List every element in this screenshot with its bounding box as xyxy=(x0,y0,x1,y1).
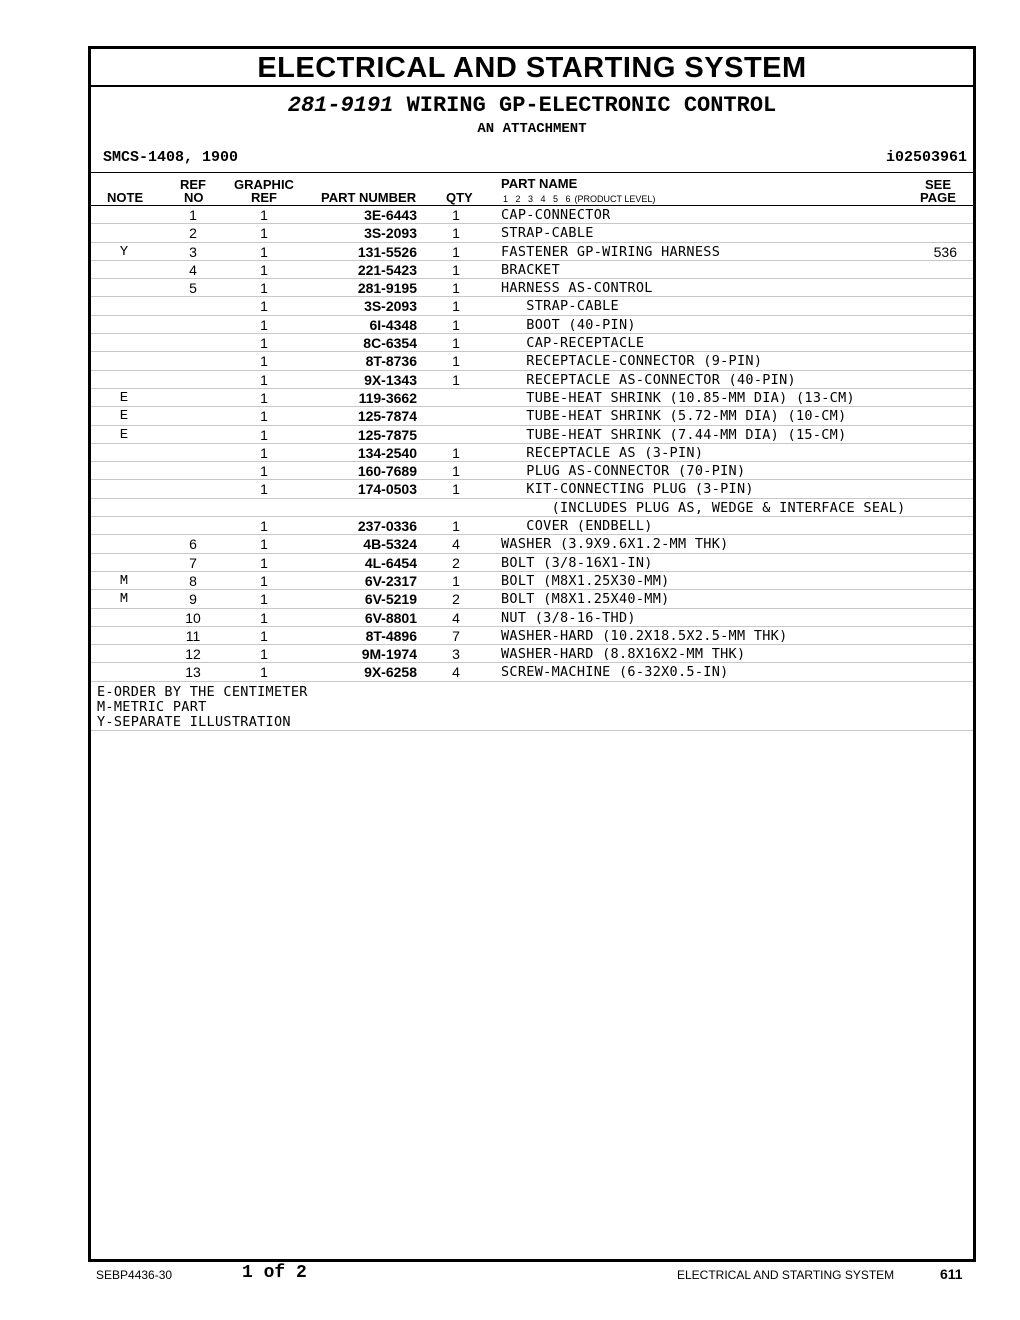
row-graphic-ref: 1 xyxy=(260,243,268,260)
row-part-number: 8C-6354 xyxy=(363,335,417,352)
table-row xyxy=(91,334,973,352)
row-ref-no: 10 xyxy=(185,609,201,626)
row-part-name: WASHER-HARD (8.8X16X2-MM THK) xyxy=(501,646,746,663)
row-qty: 1 xyxy=(452,572,460,589)
row-qty: 1 xyxy=(452,481,460,498)
row-part-number: 4B-5324 xyxy=(363,536,417,553)
row-qty: 1 xyxy=(452,463,460,480)
row-part-name: PLUG AS-CONNECTOR (70-PIN) xyxy=(501,463,746,480)
row-graphic-ref: 1 xyxy=(260,261,268,278)
row-ref-no: 9 xyxy=(189,591,197,608)
row-ref-no: 3 xyxy=(189,243,197,260)
table-row xyxy=(91,590,973,608)
row-part-number: 3S-2093 xyxy=(364,298,417,315)
row-graphic-ref: 1 xyxy=(260,408,268,425)
row-part-name: BOLT (3/8-16X1-IN) xyxy=(501,554,653,571)
smcs-code: SMCS-1408, 1900 xyxy=(103,149,239,166)
group-part-number: 281-9191 xyxy=(287,93,394,118)
row-part-number: 237-0336 xyxy=(357,518,417,535)
footer-page-number: 611 xyxy=(940,1266,963,1282)
col-ref-top: REF xyxy=(180,177,206,192)
table-row xyxy=(91,389,973,407)
table-row xyxy=(91,535,973,553)
row-part-name: WASHER-HARD (10.2X18.5X2.5-MM THK) xyxy=(501,627,788,644)
row-graphic-ref: 1 xyxy=(260,280,268,297)
row-qty: 1 xyxy=(452,353,460,370)
row-part-name: STRAP-CABLE xyxy=(501,225,594,242)
row-qty: 1 xyxy=(452,243,460,260)
row-part-name: BRACKET xyxy=(501,261,560,278)
row-part-number: 134-2540 xyxy=(357,444,417,461)
row-graphic-ref: 1 xyxy=(260,609,268,626)
table-row xyxy=(91,261,973,279)
row-qty: 1 xyxy=(452,298,460,315)
note-e: E-ORDER BY THE CENTIMETER xyxy=(97,684,308,700)
row-part-name: BOLT (M8X1.25X30-MM) xyxy=(501,572,670,589)
row-part-name: COVER (ENDBELL) xyxy=(501,518,653,535)
note-y: Y-SEPARATE ILLUSTRATION xyxy=(97,714,291,730)
group-name: WIRING GP-ELECTRONIC CONTROL xyxy=(406,93,777,118)
col-see-top: SEE xyxy=(925,177,952,192)
row-qty: 4 xyxy=(452,609,460,626)
row-ref-no: 7 xyxy=(189,554,197,571)
table-row xyxy=(91,316,973,334)
row-part-name: TUBE-HEAT SHRINK (5.72-MM DIA) (10-CM) xyxy=(501,408,847,425)
row-graphic-ref: 1 xyxy=(260,353,268,370)
table-row xyxy=(91,352,973,370)
table-row xyxy=(91,627,973,645)
row-graphic-ref: 1 xyxy=(260,536,268,553)
row-part-name: (INCLUDES PLUG AS, WEDGE & INTERFACE SEAL) xyxy=(501,499,906,516)
row-graphic-ref: 1 xyxy=(260,646,268,663)
row-part-name: TUBE-HEAT SHRINK (10.85-MM DIA) (13-CM) xyxy=(501,389,855,406)
row-qty: 2 xyxy=(452,591,460,608)
row-part-name: BOOT (40-PIN) xyxy=(501,316,636,333)
row-qty: 3 xyxy=(452,646,460,663)
table-row xyxy=(91,444,973,462)
row-graphic-ref: 1 xyxy=(260,627,268,644)
table-row xyxy=(91,279,973,297)
col-part-number: PART NUMBER xyxy=(321,190,417,205)
table-row xyxy=(91,243,973,261)
row-part-number: 6V-2317 xyxy=(364,572,417,589)
row-qty: 4 xyxy=(452,536,460,553)
footer-section-name: ELECTRICAL AND STARTING SYSTEM xyxy=(677,1268,895,1282)
col-part-name: PART NAME xyxy=(501,176,578,191)
table-row xyxy=(91,663,973,681)
row-graphic-ref: 1 xyxy=(260,554,268,571)
table-row xyxy=(91,407,973,425)
document-id: SEBP4436-30 xyxy=(96,1268,173,1282)
row-part-name: CAP-CONNECTOR xyxy=(501,207,611,223)
table-row xyxy=(91,297,973,315)
table-row xyxy=(91,609,973,627)
page-frame xyxy=(88,46,976,1262)
parts-table xyxy=(91,206,973,682)
row-qty: 1 xyxy=(452,444,460,461)
col-graphic-bottom: REF xyxy=(251,190,277,205)
row-qty: 4 xyxy=(452,664,460,681)
row-note: M xyxy=(119,572,129,589)
row-part-name: TUBE-HEAT SHRINK (7.44-MM DIA) (15-CM) xyxy=(501,426,847,443)
row-part-number: 174-0503 xyxy=(357,481,417,498)
row-graphic-ref: 1 xyxy=(260,225,268,242)
row-part-name: CAP-RECEPTACLE xyxy=(501,335,645,352)
row-part-name: SCREW-MACHINE (6-32X0.5-IN) xyxy=(501,664,729,681)
row-note: E xyxy=(119,426,129,443)
row-graphic-ref: 1 xyxy=(260,463,268,480)
row-graphic-ref: 1 xyxy=(260,572,268,589)
row-part-number: 221-5423 xyxy=(357,261,417,278)
row-part-name: RECEPTACLE AS-CONNECTOR (40-PIN) xyxy=(501,371,796,388)
row-qty: 1 xyxy=(452,280,460,297)
row-graphic-ref: 1 xyxy=(260,591,268,608)
attachment-subtitle: AN ATTACHMENT xyxy=(477,121,587,137)
row-part-number: 4L-6454 xyxy=(364,554,417,571)
row-ref-no: 1 xyxy=(189,207,197,223)
row-part-number: 3E-6443 xyxy=(364,207,417,223)
row-qty: 1 xyxy=(452,518,460,535)
product-level-label: (PRODUCT LEVEL) xyxy=(574,194,656,204)
row-note: Y xyxy=(119,243,129,260)
row-note: M xyxy=(119,591,129,608)
row-part-number: 3S-2093 xyxy=(364,225,417,242)
col-graphic-top: GRAPHIC xyxy=(234,177,294,192)
row-ref-no: 6 xyxy=(189,536,197,553)
row-see-page: 536 xyxy=(933,243,957,260)
row-qty: 1 xyxy=(452,261,460,278)
product-level-numbers: 1 2 3 4 5 6 xyxy=(503,194,571,204)
row-part-number: 125-7874 xyxy=(357,408,417,425)
row-part-number: 160-7689 xyxy=(357,463,417,480)
row-qty: 1 xyxy=(452,207,460,223)
row-ref-no: 12 xyxy=(185,646,201,663)
row-part-name: RECEPTACLE AS (3-PIN) xyxy=(501,444,704,461)
notes-legend xyxy=(97,685,308,730)
row-qty: 1 xyxy=(452,371,460,388)
row-part-name: KIT-CONNECTING PLUG (3-PIN) xyxy=(501,481,754,498)
col-ref-bottom: NO xyxy=(184,190,204,205)
row-qty: 1 xyxy=(452,316,460,333)
row-part-name: WASHER (3.9X9.6X1.2-MM THK) xyxy=(501,536,729,553)
row-note: E xyxy=(119,408,129,425)
row-graphic-ref: 1 xyxy=(260,518,268,535)
row-part-name: RECEPTACLE-CONNECTOR (9-PIN) xyxy=(501,353,763,370)
table-row xyxy=(91,462,973,480)
page-title: ELECTRICAL AND STARTING SYSTEM xyxy=(257,52,807,84)
row-graphic-ref: 1 xyxy=(260,444,268,461)
row-ref-no: 4 xyxy=(189,261,197,278)
row-qty: 1 xyxy=(452,225,460,242)
row-ref-no: 8 xyxy=(189,572,197,589)
row-part-number: 119-3662 xyxy=(358,389,417,406)
header-divider xyxy=(91,172,973,173)
row-note: E xyxy=(119,389,129,406)
row-part-number: 9X-6258 xyxy=(364,664,417,681)
table-row xyxy=(91,371,973,389)
row-part-number: 6V-5219 xyxy=(364,591,417,608)
group-title xyxy=(91,93,973,119)
table-row xyxy=(91,224,973,242)
col-product-levels xyxy=(503,194,655,204)
col-qty: QTY xyxy=(446,190,473,205)
table-row xyxy=(91,645,973,663)
table-row xyxy=(91,480,973,498)
row-part-name: FASTENER GP-WIRING HARNESS xyxy=(501,243,721,260)
page-of-count: 1 of 2 xyxy=(242,1263,307,1283)
row-part-number: 131-5526 xyxy=(357,243,417,260)
table-row xyxy=(91,426,973,444)
row-ref-no: 11 xyxy=(185,627,201,644)
row-part-name: STRAP-CABLE xyxy=(501,298,619,315)
row-part-number: 8T-8736 xyxy=(365,353,417,370)
row-graphic-ref: 1 xyxy=(260,207,268,223)
row-graphic-ref: 1 xyxy=(260,371,268,388)
row-graphic-ref: 1 xyxy=(260,335,268,352)
row-ref-no: 5 xyxy=(189,280,197,297)
title-bar xyxy=(91,49,973,87)
row-graphic-ref: 1 xyxy=(260,664,268,681)
col-note: NOTE xyxy=(107,190,144,205)
row-part-name: HARNESS AS-CONTROL xyxy=(501,280,653,297)
illustration-id: i02503961 xyxy=(885,149,967,166)
row-graphic-ref: 1 xyxy=(260,481,268,498)
row-qty: 2 xyxy=(452,554,460,571)
row-part-number: 6I-4348 xyxy=(369,316,417,333)
table-row xyxy=(91,554,973,572)
row-part-name: BOLT (M8X1.25X40-MM) xyxy=(501,591,670,608)
row-ref-no: 13 xyxy=(185,664,201,681)
table-row xyxy=(91,206,973,224)
col-see-bottom: PAGE xyxy=(920,190,956,205)
row-ref-no: 2 xyxy=(189,225,197,242)
row-graphic-ref: 1 xyxy=(260,298,268,315)
row-part-number: 281-9195 xyxy=(357,280,417,297)
note-m: M-METRIC PART xyxy=(97,699,207,715)
row-part-number: 9X-1343 xyxy=(364,371,417,388)
table-row xyxy=(91,517,973,535)
notes-divider xyxy=(91,730,973,731)
row-part-number: 9M-1974 xyxy=(361,646,417,663)
row-qty: 7 xyxy=(452,627,460,644)
row-part-number: 125-7875 xyxy=(357,426,417,443)
row-part-number: 6V-8801 xyxy=(364,609,417,626)
row-graphic-ref: 1 xyxy=(260,389,268,406)
row-graphic-ref: 1 xyxy=(260,316,268,333)
table-row xyxy=(91,572,973,590)
row-part-number: 8T-4896 xyxy=(365,627,417,644)
row-graphic-ref: 1 xyxy=(260,426,268,443)
row-qty: 1 xyxy=(452,335,460,352)
row-part-name: NUT (3/8-16-THD) xyxy=(501,609,636,626)
table-row xyxy=(91,499,973,517)
